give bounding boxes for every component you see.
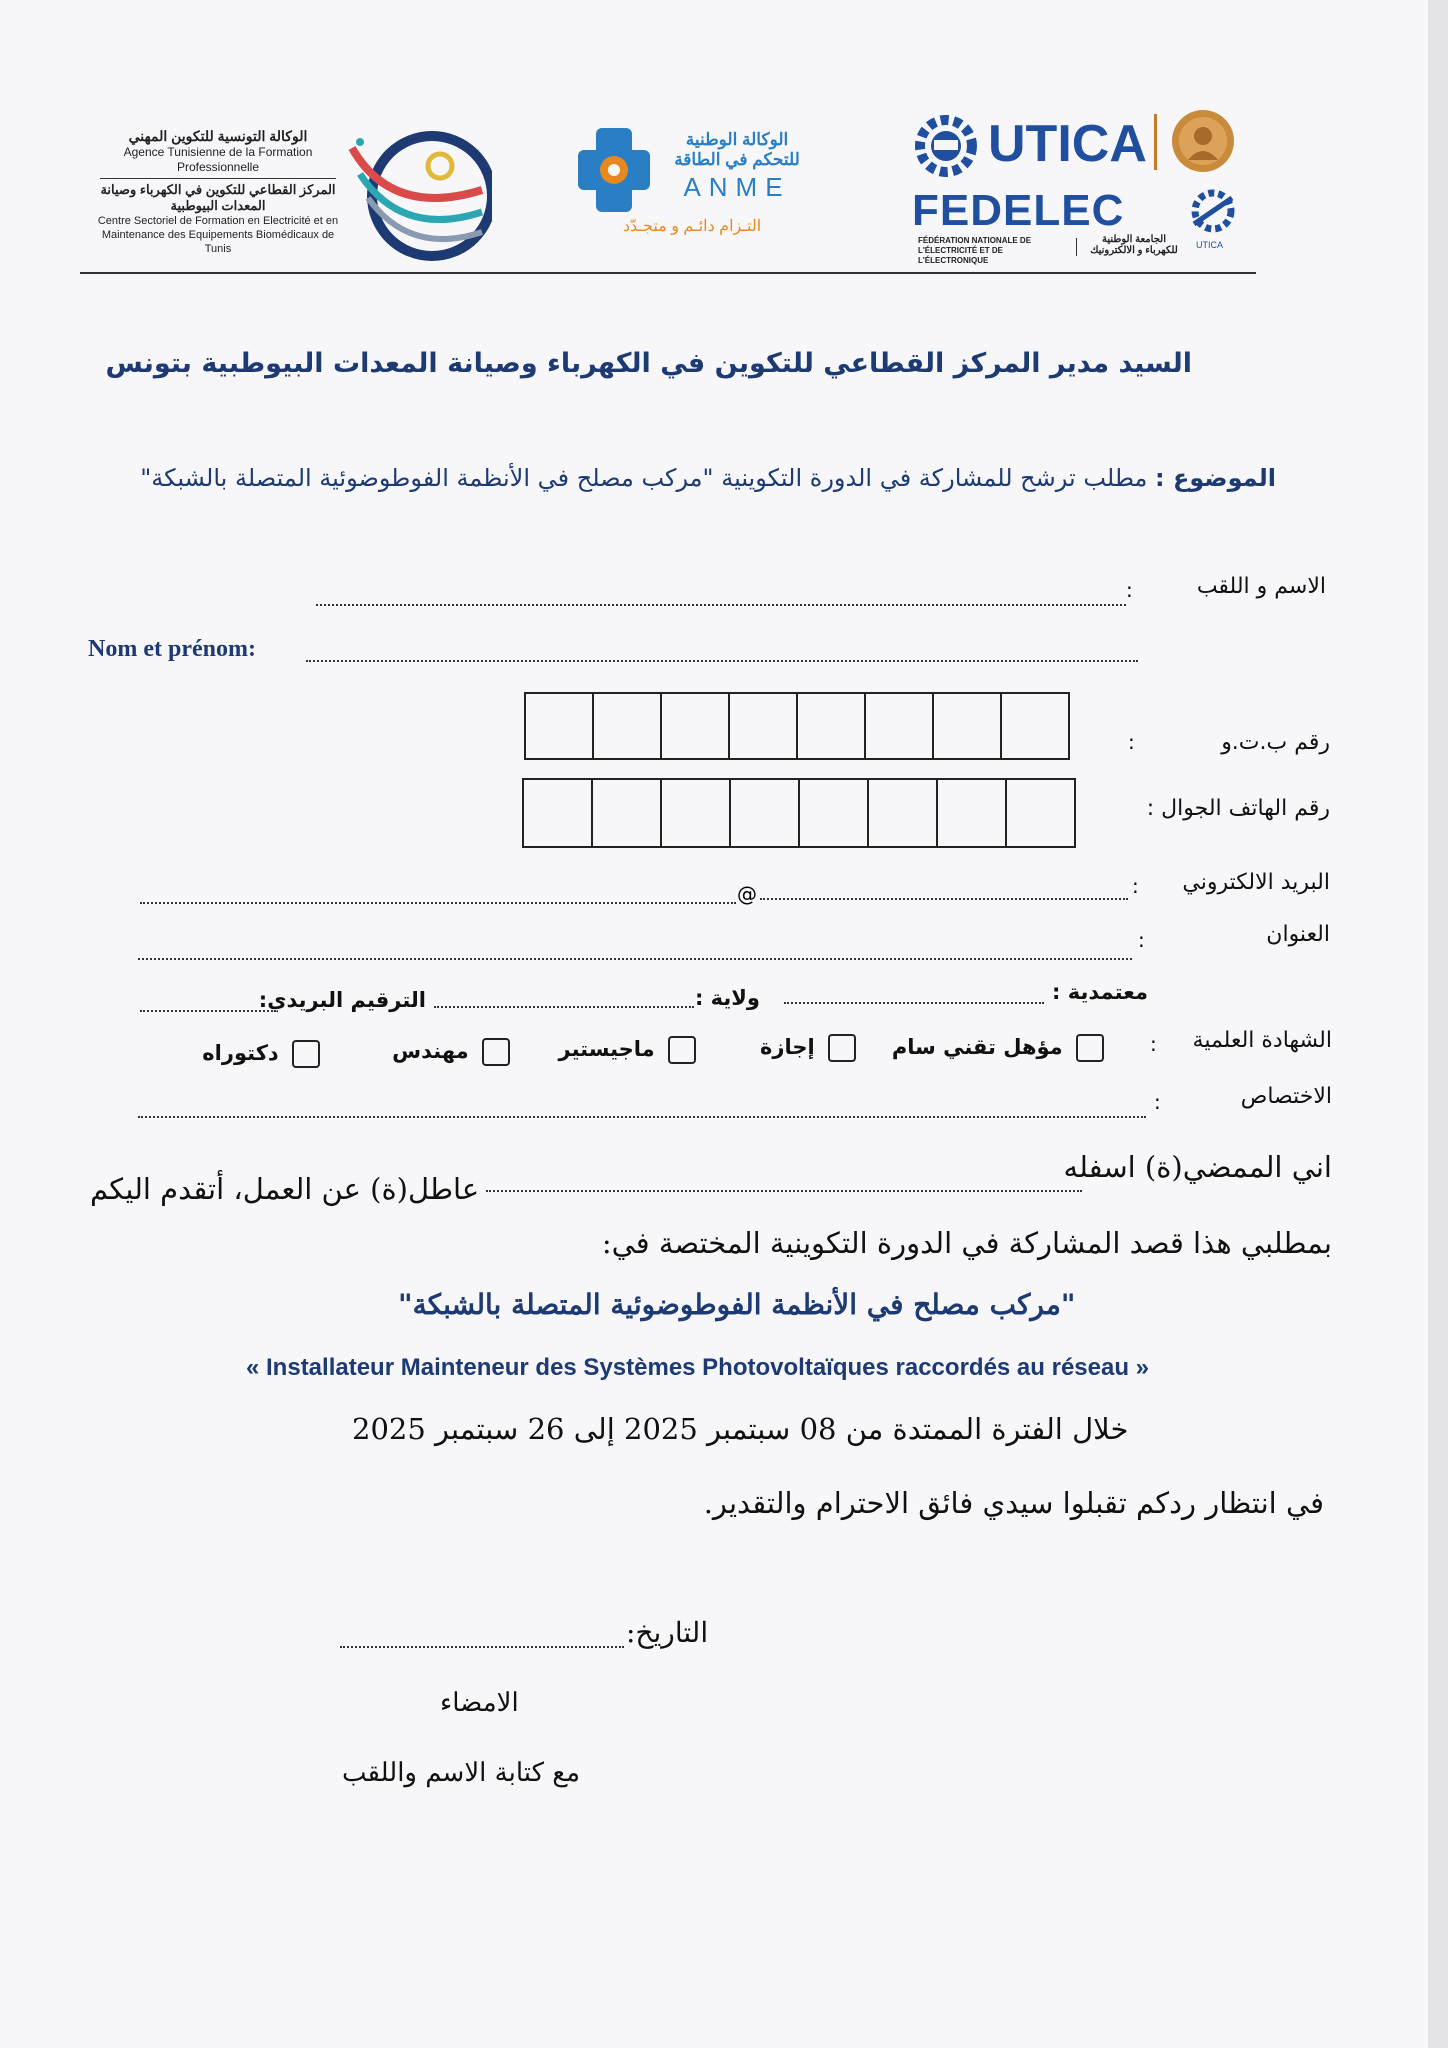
phone-box-7[interactable] [936,778,1007,848]
cin-box-6[interactable] [864,692,934,760]
delegation-label: معتمدية : [1052,980,1148,1004]
name-fr-label: Nom et prénom: [88,636,256,662]
diploma-option-5[interactable] [202,1040,320,1068]
email-at-sign: @ [737,882,757,906]
date-label: التاريخ: [626,1616,709,1649]
utica-gear-icon [910,110,982,186]
signature-note: مع كتابة الاسم واللقب [342,1758,581,1788]
header-rule [80,272,1256,274]
utica-logo-text: UTICA [988,115,1147,173]
address-label: العنوان [1266,922,1330,947]
governorate-label: ولاية : [694,986,760,1010]
diploma-option-4[interactable] [392,1038,510,1066]
phone-box-5[interactable] [798,778,869,848]
diploma-checkbox-3[interactable] [668,1036,696,1064]
cin-colon: : [1128,730,1135,754]
phone-box-4[interactable] [729,778,800,848]
email-label: البريد الالكتروني [1182,870,1330,895]
diploma-checkbox-1[interactable] [1076,1034,1104,1062]
diploma-checkbox-4[interactable] [482,1038,510,1066]
phone-box-3[interactable] [660,778,731,848]
cin-box-3[interactable] [660,692,730,760]
diploma-checkbox-2[interactable] [828,1034,856,1062]
diploma-option-label-1: مؤهل تقني سام [891,1035,1063,1059]
cin-box-1[interactable] [524,692,594,760]
declaration-line-2: بمطلبي هذا قصد المشاركة في الدورة التكوينية المختصة في: [601,1226,1332,1260]
atfp-name-ar: الوكالة التونسية للتكوين المهني [128,128,308,144]
postal-label: الترقيم البريدي: [258,988,426,1012]
governorate-field[interactable] [434,1006,694,1008]
cin-label: رقم ب.ت.و [1221,730,1330,755]
diploma-option-label-5: دكتوراه [202,1041,279,1065]
fedelec-logo-text: FEDELEC [912,186,1125,235]
anme-name-en: ANME [683,172,791,202]
diploma-label: الشهادة العلمية [1192,1028,1332,1053]
anme-slogan: التـزام دائـم و متجـدّد [622,218,762,235]
cin-box-4[interactable] [728,692,798,760]
atfp-text-block [92,128,344,256]
cin-digit-boxes[interactable] [524,692,1074,760]
fedelec-subtitle-fr: FÉDÉRATION NATIONALE DE L'ÉLECTRICITÉ ET DE L'ÉLECTRONIQUE [918,236,1032,265]
center-name-ar: المركز القطاعي للتكوين في الكهرباء وصيانة المعدات البيوطبية [100,182,336,213]
cin-box-2[interactable] [592,692,662,760]
anme-text-block [662,130,812,203]
phone-box-1[interactable] [522,778,593,848]
name-ar-field[interactable] [316,604,1126,606]
diploma-option-3[interactable] [559,1036,696,1064]
specialty-label: الاختصاص [1240,1084,1332,1109]
declaration-line-end: عاطل(ة) عن العمل، أتقدم اليكم [90,1172,480,1206]
name-fr-field[interactable] [306,660,1138,662]
postal-field[interactable] [140,1010,276,1012]
name-ar-colon: : [1126,578,1133,602]
utica-small-label: UTICA [1196,240,1223,250]
subject-label: الموضوع : [1155,464,1276,492]
date-field[interactable] [340,1646,624,1648]
medal-icon [1170,108,1236,178]
specialty-field[interactable] [138,1116,1146,1118]
phone-box-8[interactable] [1005,778,1076,848]
phone-box-2[interactable] [591,778,662,848]
center-logo [332,128,492,272]
diploma-colon: : [1150,1032,1157,1056]
addressee-line: السيد مدير المركز القطاعي للتكوين في الكهرباء وصيانة المعدات البيوطبية بتونس [105,348,1192,379]
cin-box-8[interactable] [1000,692,1070,760]
address-colon: : [1138,928,1145,952]
specialty-colon: : [1154,1090,1161,1114]
course-title-ar: "مركب مصلح في الأنظمة الفوطوضوئية المتصلة بالشبكة" [398,1288,1076,1321]
phone-box-6[interactable] [867,778,938,848]
training-period: خلال الفترة الممتدة من 08 سبتمبر 2025 إلى 26 سبتمبر 2025 [352,1412,1129,1446]
diploma-option-2[interactable] [760,1034,856,1062]
name-ar-label: الاسم و اللقب [1196,574,1326,599]
cin-box-5[interactable] [796,692,866,760]
declaration-line-start: اني الممضي(ة) اسفله [1063,1150,1332,1184]
diploma-option-label-2: إجازة [759,1035,815,1059]
diploma-option-label-3: ماجيستير [558,1037,655,1061]
signature-label: الامضاء [440,1688,519,1718]
subject-text: مطلب ترشح للمشاركة في الدورة التكوينية "مركب مصلح في الأنظمة الفوطوضوئية المتصلة بالشبكة" [140,464,1148,492]
phone-label: رقم الهاتف الجوال : [1146,796,1330,821]
delegation-field[interactable] [784,1002,1044,1004]
atfp-name-fr: Agence Tunisienne de la Formation Professionnelle [123,145,313,174]
diploma-option-1[interactable] [892,1034,1104,1062]
diploma-checkbox-5[interactable] [292,1040,320,1068]
diploma-option-label-4: مهندس [392,1039,469,1063]
email-colon: : [1132,874,1139,898]
course-title-fr: « Installateur Mainteneur des Systèmes Photovoltaïques raccordés au réseau » [246,1354,1150,1381]
center-name-fr: Centre Sectoriel de Formation en Electricité et en Maintenance des Equipements Biomédicaux de Tunis [97,215,339,255]
closing-line: في انتظار ردكم تقبلوا سيدي فائق الاحترام والتقدير. [703,1486,1324,1520]
logo-divider [1154,114,1157,170]
fedelec-subtitle-ar: الجامعة الوطنية للكهرباء و الالكترونيك [1090,234,1178,256]
anme-logo [576,124,652,220]
fedelec-gear-icon [1186,186,1240,240]
cin-box-7[interactable] [932,692,1002,760]
email-local-field[interactable] [140,902,736,904]
anme-name-ar: الوكالة الوطنية للتحكم في الطاقة [674,130,800,169]
email-domain-field[interactable] [760,898,1128,900]
fedelec-sub-divider [1076,238,1077,256]
address-field[interactable] [138,958,1132,960]
subject-line [140,464,1276,492]
phone-digit-boxes[interactable] [522,778,1078,848]
declaration-name-field[interactable] [486,1190,1082,1192]
